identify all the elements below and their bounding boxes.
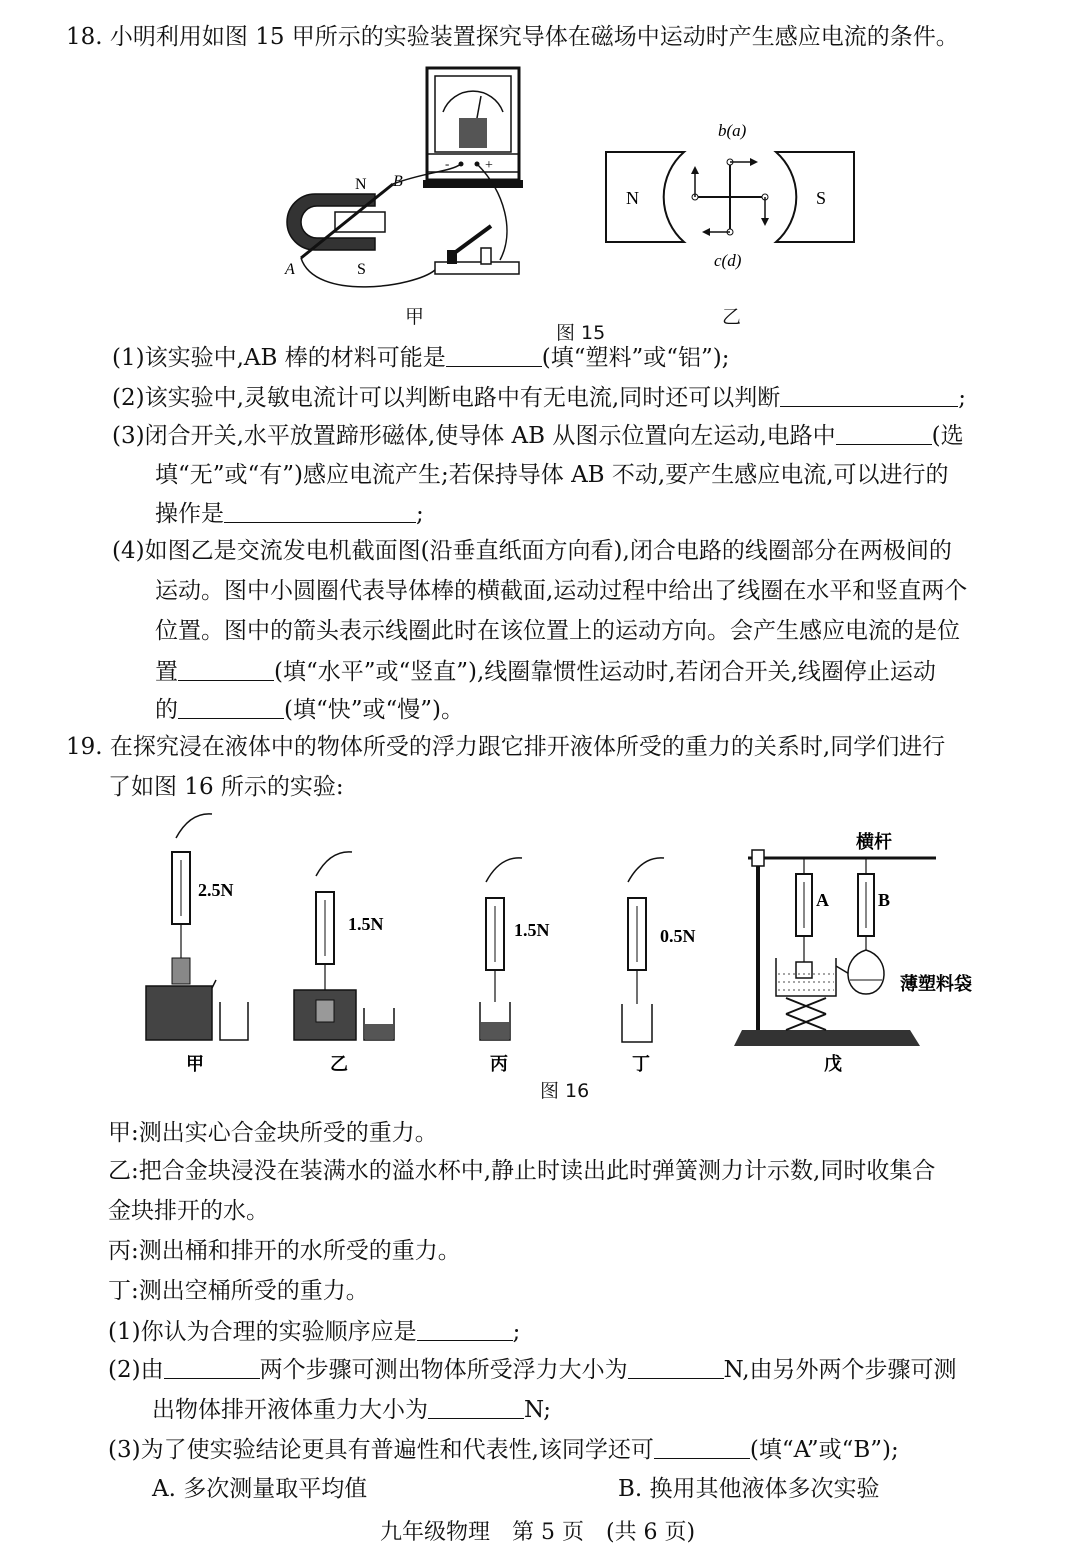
svg-text:1.5N: 1.5N (348, 914, 384, 934)
svg-text:丁: 丁 (632, 1054, 650, 1075)
q19-title-line2: 了如图 16 所示的实验: (108, 774, 344, 800)
q19-title-line1: 19. 在探究浸在液体中的物体所受的浮力跟它排开液体所受的重力的关系时,同学们进行 (66, 734, 946, 760)
bucket (622, 1004, 652, 1042)
q19-option-a: A. 多次测量取平均值 (152, 1476, 368, 1502)
answer-blank[interactable] (446, 342, 542, 367)
q18-part2: (2)该实验中,灵敏电流计可以判断电路中有无电流,同时还可以判断 ; (112, 382, 966, 413)
q19-step-bing: 丙:测出桶和排开的水所受的重力。 (108, 1238, 461, 1264)
q18-part3-line2: 填“无”或“有”)感应电流产生;若保持导体 AB 不动,要产生感应电流,可以进行的 (155, 462, 949, 488)
q18-part4-line3: 位置。图中的箭头表示线圈此时在该位置上的运动方向。会产生感应电流的是位 (155, 618, 960, 644)
q19-step-jia: 甲:测出实心合金块所受的重力。 (108, 1120, 438, 1146)
answer-blank[interactable] (178, 694, 284, 719)
lifting-platform (786, 998, 826, 1030)
answer-blank[interactable] (654, 1434, 750, 1459)
svg-text:A: A (816, 890, 829, 910)
q19-part2-line2: 出物体排开液体重力大小为 N; (152, 1394, 551, 1425)
q18-part4-line1: (4)如图乙是交流发电机截面图(沿垂直纸面方向看),闭合电路的线圈部分在两极间的 (112, 538, 952, 564)
q19-option-b: B. 换用其他液体多次实验 (618, 1476, 880, 1502)
answer-blank[interactable] (780, 382, 958, 407)
bucket (220, 1002, 248, 1040)
answer-blank[interactable] (628, 1354, 724, 1379)
svg-text:S: S (357, 261, 366, 278)
q18-part4-line2: 运动。图中小圆圈代表导体棒的横截面,运动过程中给出了线圈在水平和竖直两个 (155, 578, 968, 604)
answer-blank[interactable] (428, 1394, 524, 1419)
svg-text:N: N (355, 176, 367, 193)
answer-blank[interactable] (224, 498, 416, 523)
svg-text:N: N (626, 188, 639, 208)
q18-title: 18. 小明利用如图 15 甲所示的实验装置探究导体在磁场中运动时产生感应电流的条件。 (66, 24, 959, 50)
svg-text:B: B (878, 890, 891, 910)
setup-jia (146, 814, 248, 1075)
q19-part2: (2)由 两个步骤可测出物体所受浮力大小为 N,由另外两个步骤可测 (108, 1354, 957, 1385)
svg-text:乙: 乙 (330, 1054, 348, 1075)
answer-blank[interactable] (164, 1354, 260, 1379)
svg-text:0.5N: 0.5N (660, 926, 696, 946)
svg-text:S: S (816, 188, 827, 208)
figure-15-apparatus (275, 62, 545, 307)
setup-ding (622, 858, 696, 1075)
svg-text:2.5N: 2.5N (198, 880, 234, 900)
setup-bing (480, 858, 550, 1075)
svg-text:b(a): b(a) (718, 121, 747, 140)
svg-text:-: - (445, 156, 450, 171)
q19-step-yi-line1: 乙:把合金块浸没在装满水的溢水杯中,静止时读出此时弹簧测力计示数,同时收集合 (108, 1158, 936, 1184)
q18-part3: (3)闭合开关,水平放置蹄形磁体,使导体 AB 从图示位置向左运动,电路中 (选 (112, 420, 964, 451)
figure-15-generator-section (600, 118, 862, 278)
setup-wu (734, 831, 972, 1075)
svg-text:戊: 戊 (824, 1054, 842, 1075)
svg-text:甲: 甲 (186, 1054, 204, 1075)
svg-text:薄塑料袋: 薄塑料袋 (900, 974, 972, 995)
q18-part4-line4: 置 (填“水平”或“竖直”),线圈靠惯性运动时,若闭合开关,线圈停止运动 (155, 656, 936, 687)
answer-blank[interactable] (178, 656, 274, 681)
q19-part3: (3)为了使实验结论更具有普遍性和代表性,该同学还可 (填“A”或“B”); (108, 1434, 899, 1465)
alloy-block (796, 962, 812, 978)
answer-blank[interactable] (417, 1316, 513, 1341)
q19-step-yi-line2: 金块排开的水。 (108, 1198, 269, 1224)
svg-text:A: A (285, 261, 295, 278)
svg-text:横杆: 横杆 (856, 832, 892, 853)
plastic-bag (848, 950, 884, 994)
magnet-pole-south (776, 152, 854, 242)
alloy-block (172, 958, 190, 984)
setup-yi (294, 852, 394, 1075)
svg-text:+: + (485, 158, 493, 173)
stand-base (734, 1030, 920, 1046)
figure-16 (140, 808, 1000, 1078)
q19-step-ding: 丁:测出空桶所受的重力。 (108, 1278, 369, 1304)
q18-part4-line5: 的 (填“快”或“慢”)。 (155, 694, 464, 725)
svg-text:丙: 丙 (490, 1054, 508, 1075)
q18-part1: (1)该实验中,AB 棒的材料可能是 (填“塑料”或“铝”); (112, 342, 729, 373)
magnet-pole-north (606, 152, 684, 242)
svg-text:1.5N: 1.5N (514, 920, 550, 940)
answer-blank[interactable] (836, 420, 932, 445)
page-footer: 九年级物理 第 5 页 (共 6 页) (380, 1520, 696, 1545)
alloy-block (316, 1000, 334, 1022)
q18-part3-line3: 操作是 ; (155, 498, 424, 529)
overflow-cup (146, 986, 212, 1040)
svg-text:c(d): c(d) (714, 251, 742, 270)
q19-part1: (1)你认为合理的实验顺序应是 ; (108, 1316, 520, 1347)
svg-text:B: B (393, 173, 403, 190)
